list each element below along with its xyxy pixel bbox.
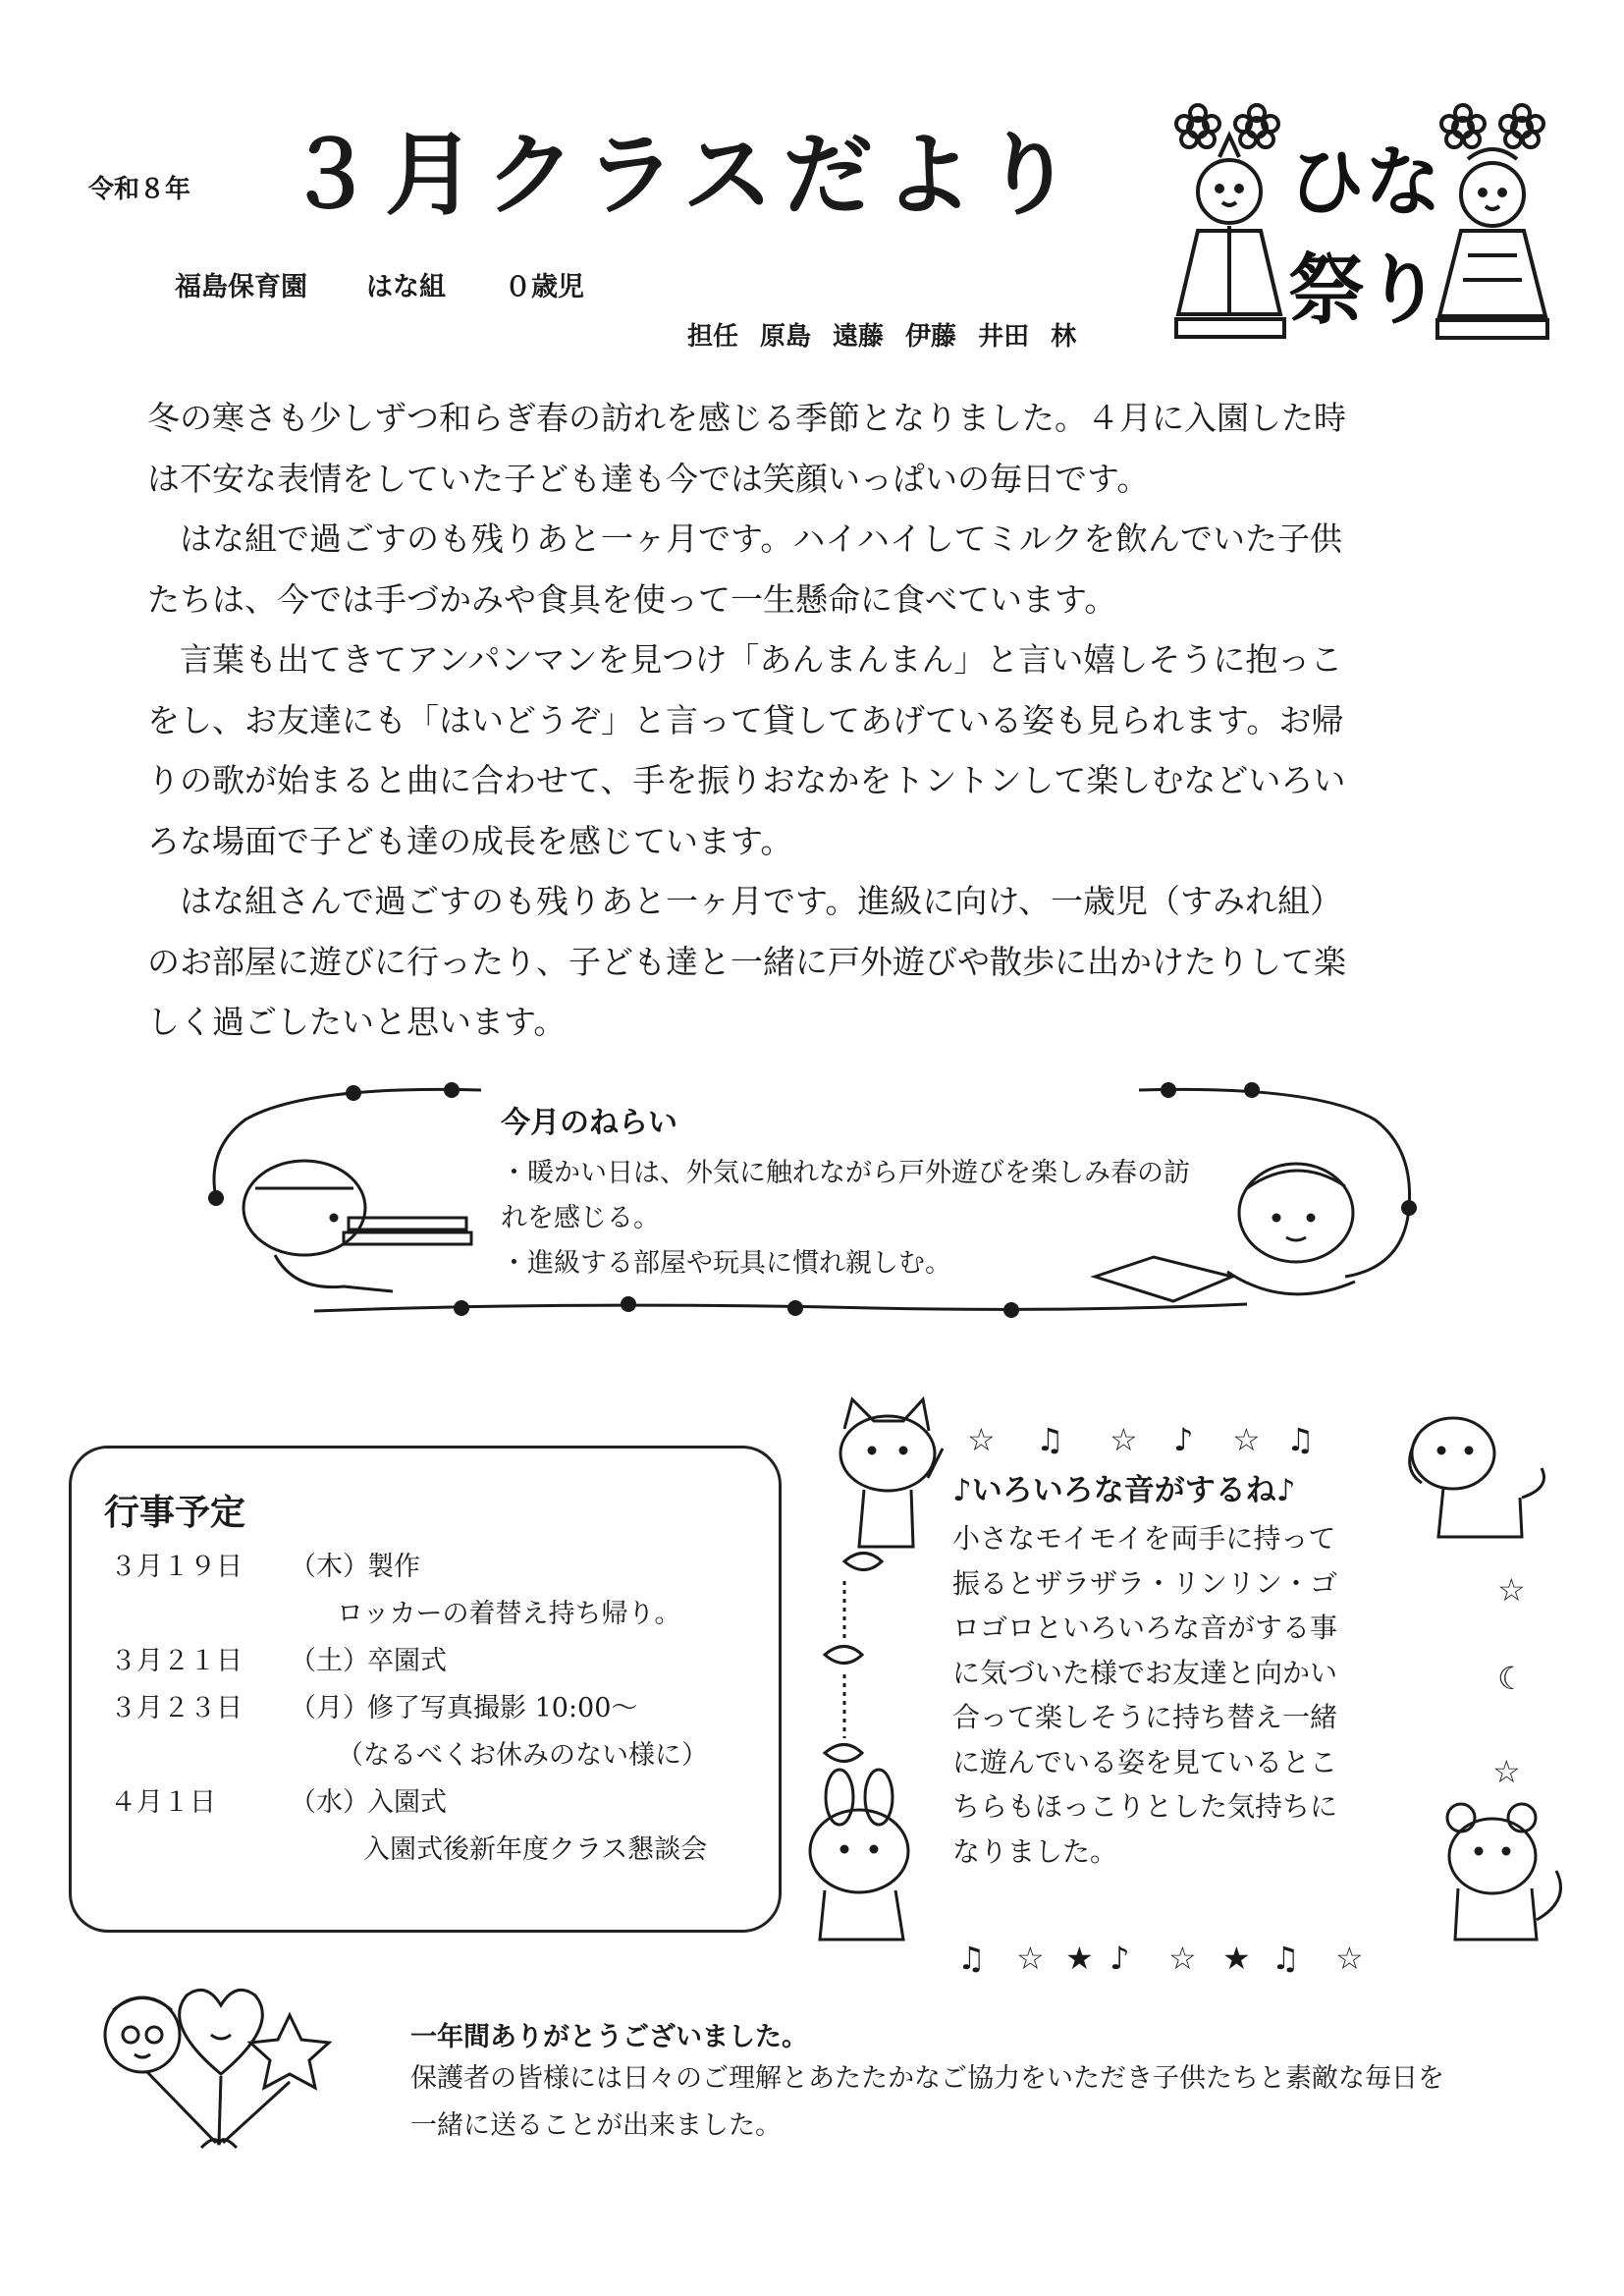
era-label: 令和８年	[88, 175, 191, 204]
balloons-illustration	[93, 1966, 358, 2172]
star-icon: ☆	[1335, 1940, 1364, 1977]
plum-flower-icon	[1500, 105, 1543, 147]
mouse-icon	[1447, 1804, 1561, 1940]
sound-line: 小さなモイモイを両手に持って	[952, 1522, 1336, 1555]
event-day: （木）	[290, 1552, 369, 1582]
thanks-line: 保護者の皆様には日々のご理解とあたたかなご協力をいただき子供たちと素敵な毎日を	[410, 2063, 1444, 2094]
rabbit-icon	[810, 1770, 908, 1940]
star-icon: ☆	[1232, 1421, 1261, 1458]
music-note-icon: ♫	[1272, 1940, 1300, 1977]
plum-flower-icon	[1441, 105, 1485, 147]
hina-text: ひな	[1287, 138, 1442, 227]
ohina-doll-icon	[1437, 149, 1547, 338]
teacher-name: 遠藤	[833, 322, 885, 352]
event-day: （水）	[290, 1787, 369, 1818]
star-filled-icon: ★	[1222, 1940, 1251, 1977]
intro-text	[147, 388, 1453, 1053]
event-date: ３月１９日	[110, 1552, 243, 1582]
plum-flower-icon	[1176, 105, 1219, 147]
monthly-aim	[501, 1098, 1190, 1286]
event-text: 修了写真撮影 10:00～	[367, 1693, 638, 1723]
intro-line: はな組で過ごすのも残りあと一ヶ月です。ハイハイしてミルクを飲んでいた子供	[180, 519, 1343, 558]
star-balloon-icon	[250, 2015, 329, 2088]
events-title: 行事予定	[104, 1493, 246, 1533]
sound-line: に遊んでいる姿を見ているとこ	[952, 1745, 1338, 1778]
event-text: 入園式後新年度クラス懇談会	[363, 1834, 708, 1865]
sound-line: なりました。	[952, 1834, 1118, 1868]
event-text: （なるべくお休みのない様に）	[337, 1740, 708, 1771]
odairi-doll-icon	[1176, 136, 1284, 337]
school-info	[175, 265, 643, 303]
event-date: ３月２１日	[110, 1646, 243, 1676]
intro-line: のお部屋に遊びに行ったり、子ども達と一緒に戸外遊びや散歩に出かけたりして楽	[147, 942, 1346, 981]
thanks-line: 一緒に送ることが出来ました。	[410, 2110, 782, 2141]
event-text: 卒園式	[367, 1646, 447, 1676]
event-date: ４月１日	[110, 1787, 216, 1818]
class-name: はな組	[366, 272, 446, 302]
dog-icon	[1410, 1418, 1544, 1537]
star-icon: ☆	[1110, 1421, 1138, 1458]
bird-icon	[825, 1647, 862, 1664]
event-text: 製作	[367, 1552, 420, 1582]
intro-line: は不安な表情をしていた子ども達も今では笑顔いっぱいの毎日です。	[147, 459, 1150, 498]
bird-icon	[825, 1745, 862, 1762]
intro-line: たちは、今では手づかみや食具を使って一生懸命に食べています。	[147, 579, 1117, 619]
event-date: ３月２３日	[110, 1693, 243, 1723]
page-title: ３月クラスだより	[285, 122, 1084, 228]
intro-line: はな組さんで過ごすのも残りあと一ヶ月です。進級に向け、一歳児（すみれ組）	[180, 882, 1343, 920]
event-text: ロッカーの着替え持ち帰り。	[337, 1599, 681, 1629]
teacher-name: 井田	[978, 322, 1030, 352]
event-text: 入園式	[367, 1787, 447, 1818]
teachers-line	[687, 316, 1098, 353]
intro-line: 冬の寒さも少しずつ和らぎ春の訪れを感じる季節となりました。４月に入園した時	[147, 399, 1346, 437]
event-day: （土）	[290, 1646, 369, 1676]
star-filled-icon: ★	[1065, 1940, 1094, 1977]
sound-title: ♪いろいろな音がするね♪	[952, 1473, 1296, 1508]
sound-line: 振るとザラザラ・リンリン・ゴ	[952, 1566, 1338, 1600]
face-balloon-icon	[105, 1997, 180, 2072]
teacher-name: 林	[1051, 322, 1077, 352]
thanks-title: 一年間ありがとうございました。	[410, 2022, 808, 2052]
intro-line: 言葉も出てきてアンパンマンを見つけ「あんまんまん」と言い嬉しそうに抱っこ	[180, 640, 1343, 679]
intro-line: りの歌が始まると曲に合わせて、手を振りおなかをトントンして楽しむなどいろい	[147, 761, 1346, 799]
music-note-icon: ♪	[1173, 1421, 1194, 1458]
moon-icon: ☾	[1497, 1660, 1526, 1697]
cat-icon	[840, 1399, 943, 1547]
music-note-icon: ♪	[1110, 1940, 1130, 1977]
girl-with-plates-icon	[244, 1161, 471, 1291]
music-note-icon: ♫	[1286, 1421, 1315, 1458]
bird-icon	[844, 1554, 882, 1570]
matsuri-text: 祭り	[1287, 246, 1442, 335]
star-icon: ☆	[1168, 1940, 1197, 1977]
intro-line: ろな場面で子ども達の成長を感じています。	[147, 821, 793, 860]
sound-line: ロゴロといろいろな音がする事	[952, 1612, 1338, 1644]
intro-line: をし、お友達にも「はいどうぞ」と言って貸してあげている姿も見られます。お帰	[147, 700, 1344, 739]
aim-title: 今月のねらい	[501, 1106, 677, 1140]
sound-body	[952, 1516, 1365, 1874]
aim-line: ・進級する部屋や玩具に慣れ親しむ。	[501, 1248, 951, 1279]
star-icon: ☆	[967, 1421, 996, 1458]
star-icon: ☆	[1497, 1571, 1526, 1609]
sound-line: 合って楽しそうに持ち替え一緒	[952, 1701, 1338, 1733]
teacher-name: 原島	[760, 322, 812, 352]
plum-flower-icon	[1235, 105, 1278, 147]
age-group: ０歳児	[505, 272, 584, 302]
intro-line: しく過ごしたいと思います。	[147, 1003, 567, 1041]
school-name: 福島保育園	[175, 272, 307, 302]
teacher-name: 伊藤	[905, 322, 957, 352]
event-day: （月）	[290, 1693, 369, 1723]
star-icon: ☆	[1016, 1940, 1045, 1977]
music-note-icon: ♫	[1036, 1421, 1064, 1458]
aim-line: れを感じる。	[501, 1203, 660, 1233]
sound-line: に気づいた様でお友達と向かい	[952, 1656, 1338, 1689]
teacher-label: 担任	[687, 322, 739, 352]
star-icon: ☆	[1492, 1753, 1521, 1790]
sound-line: ちらもほっこりとした気持ちに	[952, 1790, 1338, 1823]
thanks-body	[410, 2055, 1540, 2150]
aim-line: ・暖かい日は、外気に触れながら戸外遊びを楽しみ春の訪	[501, 1158, 1190, 1188]
heart-balloon-icon	[180, 1990, 263, 2074]
hina-matsuri-illustration	[1168, 98, 1561, 383]
music-note-icon: ♫	[957, 1940, 986, 1977]
